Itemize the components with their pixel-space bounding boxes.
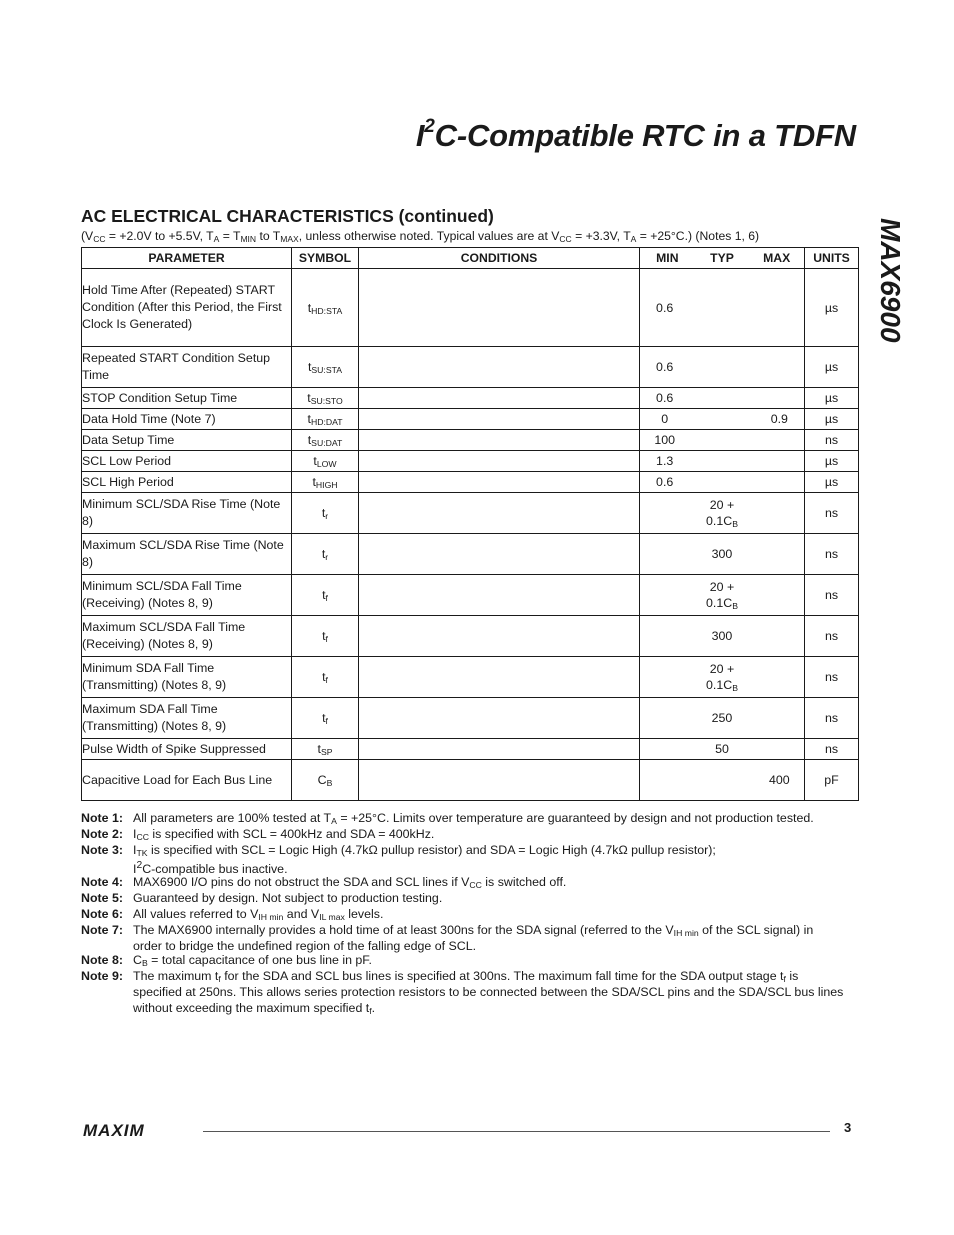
table-row xyxy=(82,269,859,347)
cell-parameter: STOP Condition Setup Time xyxy=(82,388,292,409)
cell-max xyxy=(755,390,804,406)
note-label: Note 5: xyxy=(81,891,123,905)
cell-parameter: Maximum SDA Fall Time (Transmitting) (Notes 8, 9) xyxy=(82,698,292,739)
cell-values xyxy=(640,472,805,493)
cell-max xyxy=(755,497,804,529)
maxim-logo xyxy=(83,1122,191,1138)
cell-max xyxy=(755,453,804,469)
cell-symbol: $t_{HIGH}$ xyxy=(292,472,359,493)
table-body xyxy=(82,269,859,801)
table-row xyxy=(82,430,859,451)
cell-parameter: Minimum SCL/SDA Rise Time (Note 8) xyxy=(82,493,292,534)
cell-typ: 50 xyxy=(715,742,729,756)
cell-min: 0.6 xyxy=(656,360,674,374)
cell-conditions xyxy=(359,657,640,698)
cell-parameter: Data Hold Time (Note 7) xyxy=(82,409,292,430)
note-label: Note 1: xyxy=(81,811,123,825)
side-part-number-text: MAX6900 xyxy=(875,218,906,343)
cell-min: 100 xyxy=(654,433,675,447)
cell-values xyxy=(640,493,805,534)
table-row xyxy=(82,760,859,801)
header-conditions: CONDITIONS xyxy=(359,248,640,269)
cell-units: µs xyxy=(805,347,859,388)
cell-typ xyxy=(689,474,754,490)
cell-max xyxy=(755,300,804,316)
cell-min xyxy=(640,741,689,757)
cell-units: µs xyxy=(805,409,859,430)
cell-units: ns xyxy=(805,534,859,575)
logo-text: MAXIM xyxy=(83,1122,145,1138)
note-label: Note 6: xyxy=(81,907,123,921)
note-text: All values referred to $V_{IH min}$ and $V_{IL max}$ levels. xyxy=(133,907,384,922)
cell-values xyxy=(640,269,805,347)
cell-typ: 250 xyxy=(711,711,733,725)
page-number: 3 xyxy=(844,1120,852,1135)
cell-typ: $20 + 0.1C_B$ xyxy=(706,662,738,693)
cell-parameter: Maximum SCL/SDA Rise Time (Note 8) xyxy=(82,534,292,575)
note-text: MAX6900 I/O pins do not obstruct the SDA and SCL lines if $V_{CC}$ is switched off. xyxy=(133,875,567,890)
cell-units: ns xyxy=(805,739,859,760)
cell-units: µs xyxy=(805,472,859,493)
cell-parameter: Maximum SCL/SDA Fall Time (Receiving) (Notes 8, 9) xyxy=(82,616,292,657)
cell-min xyxy=(640,772,689,788)
cell-max xyxy=(755,432,804,448)
cell-values xyxy=(640,451,805,472)
cell-values xyxy=(640,388,805,409)
note-label: Note 9: xyxy=(81,969,123,983)
cell-symbol: $t_{SU:STO}$ xyxy=(292,388,359,409)
cell-conditions xyxy=(359,347,640,388)
cell-max xyxy=(755,474,804,490)
cell-symbol: $t_{SP}$ xyxy=(292,739,359,760)
cell-conditions xyxy=(359,739,640,760)
cell-units: µs xyxy=(805,451,859,472)
test-conditions: ($V_{CC} = +2.0V$ to +5.5V, $T_A = T_{MIN}$ to $T_{MAX}$, unless otherwise noted. Typical values are at $V_{CC} = +3.3V$, $T_A = +25^\circ C$.) (Notes 1, 6) xyxy=(81,229,760,244)
cell-max xyxy=(755,359,804,375)
cell-units: µs xyxy=(805,388,859,409)
cell-values xyxy=(640,760,805,801)
header-symbol: SYMBOL xyxy=(292,248,359,269)
cell-units: ns xyxy=(805,616,859,657)
cell-conditions xyxy=(359,430,640,451)
title-superscript: 2 xyxy=(424,116,435,137)
cell-symbol: $t_f$ xyxy=(292,657,359,698)
cell-units: pF xyxy=(805,760,859,801)
header-max: MAX xyxy=(763,251,791,265)
title-rest: C-Compatible RTC in a TDFN xyxy=(434,118,856,153)
table-row xyxy=(82,739,859,760)
cell-values xyxy=(640,409,805,430)
cell-min xyxy=(640,546,689,562)
table-row xyxy=(82,409,859,430)
note-text: All parameters are 100% tested at $T_A = +25^\circ C$. Limits over temperature are guaranteed by design and not production tested. xyxy=(133,811,814,826)
cell-conditions xyxy=(359,409,640,430)
cell-parameter: Capacitive Load for Each Bus Line xyxy=(82,760,292,801)
cell-typ xyxy=(689,411,754,427)
cell-typ xyxy=(689,300,754,316)
note-label: Note 8: xyxy=(81,953,123,967)
cell-typ xyxy=(689,390,754,406)
cell-conditions xyxy=(359,269,640,347)
cell-conditions xyxy=(359,534,640,575)
note-text: Guaranteed by design. Not subject to production testing. xyxy=(133,891,443,905)
cell-min xyxy=(640,710,689,726)
cell-conditions xyxy=(359,472,640,493)
cell-values xyxy=(640,657,805,698)
cell-parameter: Data Setup Time xyxy=(82,430,292,451)
page-title xyxy=(416,118,856,154)
note-text: The maximum $t_f$ for the SDA and SCL bus lines is specified at 300ns. The maximum fall time for the SDA output stage $t_f$ is specified at 250ns. This allows series protection resistors to be connected between the SDA/SCL pins and the SDA/SCL bus lines without exceeding the maximum specified $t_f$. xyxy=(133,969,844,1016)
cell-typ xyxy=(689,359,754,375)
table-row xyxy=(82,698,859,739)
cell-symbol: $t_r$ xyxy=(292,493,359,534)
note-label: Note 3: xyxy=(81,843,123,857)
cell-max xyxy=(755,710,804,726)
cell-values xyxy=(640,430,805,451)
cell-min xyxy=(640,661,689,693)
cell-parameter: SCL Low Period xyxy=(82,451,292,472)
cell-symbol: $t_r$ xyxy=(292,534,359,575)
note-label: Note 2: xyxy=(81,827,123,841)
cell-units: ns xyxy=(805,698,859,739)
cell-typ: 300 xyxy=(711,629,733,643)
cell-min: 0.6 xyxy=(656,475,674,489)
ac-characteristics-table xyxy=(81,247,859,801)
cell-max xyxy=(755,661,804,693)
cell-typ xyxy=(689,453,754,469)
cell-units: ns xyxy=(805,430,859,451)
cell-conditions xyxy=(359,388,640,409)
cell-typ xyxy=(689,432,754,448)
note-text: $C_B$ = total capacitance of one bus line in pF. xyxy=(133,953,372,968)
cell-parameter: Pulse Width of Spike Suppressed xyxy=(82,739,292,760)
table-row xyxy=(82,388,859,409)
note-text: $I_{TK}$ is specified with SCL = Logic High (4.7kΩ pullup resistor) and SDA = Logic High (4.7kΩ pullup resistor); $I^2C$-compatible bus inactive. xyxy=(133,843,716,877)
header-parameter: PARAMETER xyxy=(82,248,292,269)
cell-symbol: $t_f$ xyxy=(292,575,359,616)
cell-conditions xyxy=(359,451,640,472)
cell-conditions xyxy=(359,760,640,801)
cell-max xyxy=(755,579,804,611)
cell-units: ns xyxy=(805,657,859,698)
note-text: The MAX6900 internally provides a hold time of at least 300ns for the SDA signal (referred to the $V_{IH min}$ of the SCL signal) in order to bridge the undefined region of the falling edge of SCL. xyxy=(133,923,814,953)
cell-max xyxy=(755,546,804,562)
title-prefix: I xyxy=(415,118,425,153)
cell-units: µs xyxy=(805,269,859,347)
table-row xyxy=(82,575,859,616)
table-row xyxy=(82,347,859,388)
cell-conditions xyxy=(359,493,640,534)
cell-symbol: $t_f$ xyxy=(292,698,359,739)
cell-symbol: $t_{HD:STA}$ xyxy=(292,269,359,347)
table-row xyxy=(82,534,859,575)
cell-symbol: $C_B$ xyxy=(292,760,359,801)
cell-values xyxy=(640,616,805,657)
table-header-row xyxy=(82,248,859,269)
cell-typ xyxy=(689,772,754,788)
cell-min xyxy=(640,497,689,529)
cell-min: 0.6 xyxy=(656,391,674,405)
cell-symbol: $t_{LOW}$ xyxy=(292,451,359,472)
cell-typ: $20 + 0.1C_B$ xyxy=(706,580,738,611)
header-typ: TYP xyxy=(710,251,734,265)
header-values xyxy=(640,248,805,269)
cell-conditions xyxy=(359,698,640,739)
cell-typ: 300 xyxy=(711,547,733,561)
cell-values xyxy=(640,739,805,760)
cell-max: 0.9 xyxy=(770,412,788,426)
cell-max xyxy=(755,741,804,757)
cell-symbol: $t_f$ xyxy=(292,616,359,657)
cell-symbol: $t_{HD:DAT}$ xyxy=(292,409,359,430)
cell-min: 0 xyxy=(661,412,669,426)
note-text: $I_{CC}$ is specified with SCL = 400kHz and SDA = 400kHz. xyxy=(133,827,435,842)
cell-min: 0.6 xyxy=(656,300,674,315)
cell-max xyxy=(755,628,804,644)
note-label: Note 4: xyxy=(81,875,123,889)
cell-values xyxy=(640,698,805,739)
cell-conditions xyxy=(359,616,640,657)
table-row xyxy=(82,616,859,657)
note-label: Note 7: xyxy=(81,923,123,937)
table-row xyxy=(82,493,859,534)
cell-values xyxy=(640,575,805,616)
table-row xyxy=(82,451,859,472)
cell-symbol: $t_{SU:DAT}$ xyxy=(292,430,359,451)
header-units: UNITS xyxy=(805,248,859,269)
cell-min: 1.3 xyxy=(656,454,674,468)
header-min: MIN xyxy=(656,251,679,265)
cell-min xyxy=(640,579,689,611)
cell-units: ns xyxy=(805,575,859,616)
table-row xyxy=(82,472,859,493)
cell-parameter: Minimum SDA Fall Time (Transmitting) (Notes 8, 9) xyxy=(82,657,292,698)
cell-min xyxy=(640,628,689,644)
cell-parameter: SCL High Period xyxy=(82,472,292,493)
cell-symbol: $t_{SU:STA}$ xyxy=(292,347,359,388)
cell-parameter: Repeated START Condition Setup Time xyxy=(82,347,292,388)
cell-values xyxy=(640,347,805,388)
cell-typ: $20 + 0.1C_B$ xyxy=(706,498,738,529)
section-heading: AC ELECTRICAL CHARACTERISTICS (continued) xyxy=(81,206,494,226)
cell-parameter: Minimum SCL/SDA Fall Time (Receiving) (Notes 8, 9) xyxy=(82,575,292,616)
cell-conditions xyxy=(359,575,640,616)
footer-divider xyxy=(203,1131,830,1132)
cell-units: ns xyxy=(805,493,859,534)
cell-max: 400 xyxy=(768,773,790,787)
cell-values xyxy=(640,534,805,575)
table-row xyxy=(82,657,859,698)
side-part-number xyxy=(870,218,910,368)
cell-parameter: Hold Time After (Repeated) START Condition (After this Period, the First Clock Is Generated) xyxy=(82,269,292,347)
